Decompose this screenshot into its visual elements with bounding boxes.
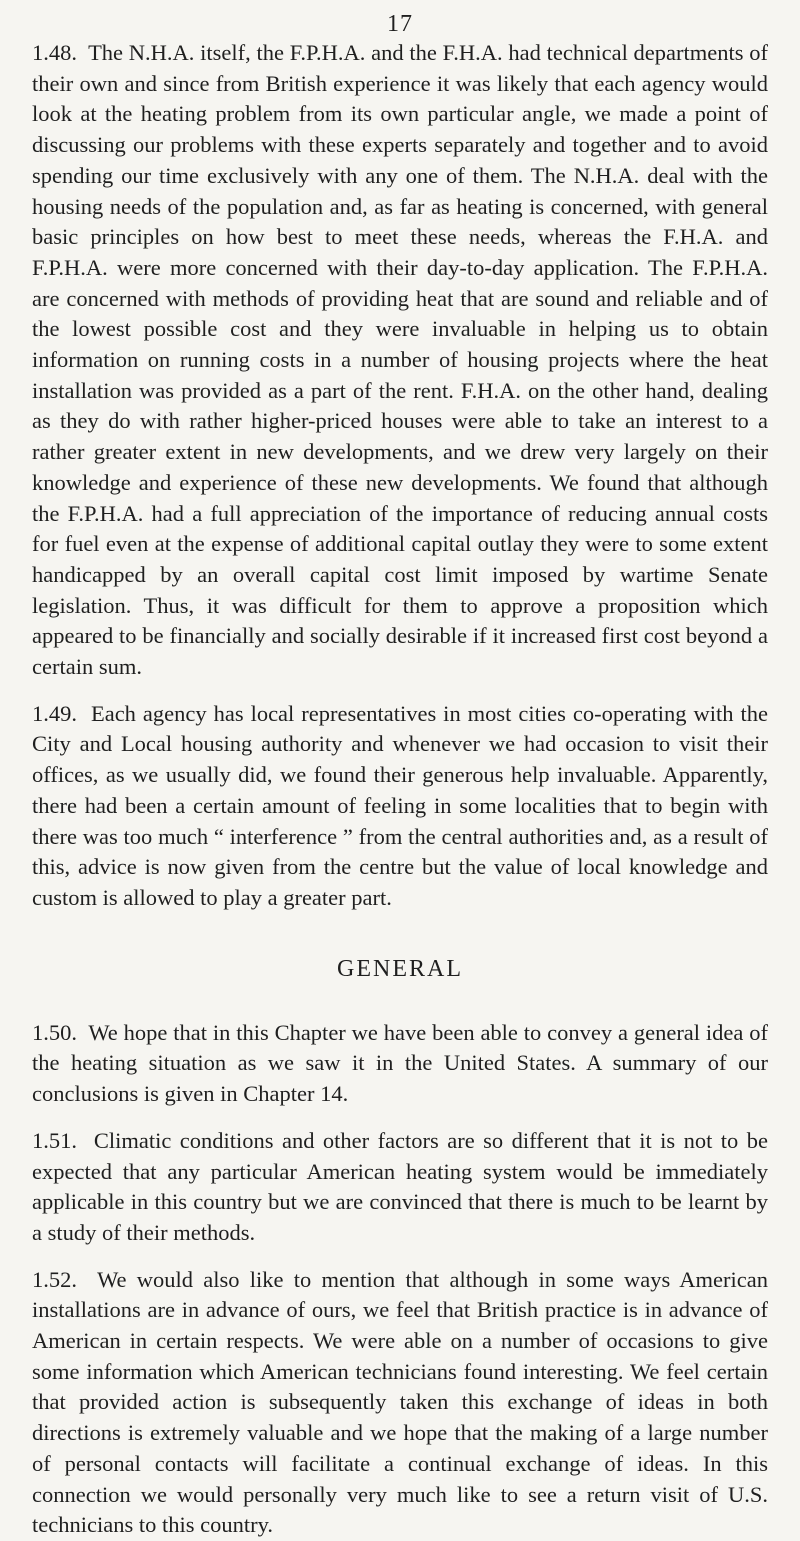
section-heading: GENERAL [337,955,463,982]
paragraph-number: 1.52. [32,1266,77,1292]
paragraph-text: We hope that in this Chapter we have been able to convey a general idea of the heating situation as we saw it in the United States. A summary of our conclusions is given in Chapter 14. [32,1019,768,1107]
page-number: 17 [387,11,413,37]
paragraph-1-50 [32,1018,768,1110]
paragraph-1-52 [32,1265,768,1541]
paragraph-number: 1.50. [32,1019,77,1045]
paragraph-number: 1.49. [32,700,77,726]
paragraph-1-49 [32,699,768,914]
paragraph-1-51 [32,1126,768,1249]
paragraph-1-48 [32,38,768,683]
paragraph-number: 1.51. [32,1127,77,1153]
paragraph-text: Each agency has local representatives in most cities co-operating with the City and Local housing authority and whenever we had occasion to visit their offices, as we usually did, we found their generous help invaluable. Apparently, there had been a certain amount of feeling in some localities that to begin with there was too much “ interference ” from the central authorities and, as a result of this, advice is now given from the centre but the value of local knowledge and custom is allowed to play a greater part. [32,700,769,910]
paragraph-number: 1.48. [32,40,77,65]
paragraph-text: We would also like to mention that although in some ways American installations are in advance of ours, we feel that British practice is in advance of American in certain respects. We were able on a number of occasions to give some information which American technicians found interesting. We feel certain that provided action is subsequently taken this exchange of ideas in both directions is extremely valuable and we hope that the making of a large number of personal contacts will facilitate a continual exchange of ideas. In this connection we would personally very much like to see a return visit of U.S. technicians to this country. [32,1266,768,1538]
paragraph-text: The N.H.A. itself, the F.P.H.A. and the F.H.A. had technical departments of their own and since from British experience it was likely that each agency would look at the heating problem from its own particular angle, we made a point of discussing our problems with these experts separately and together and to avoid spending our time exclusively with any one of them. The N.H.A. deal with the housing needs of the population and, as far as heating is concerned, with general basic principles on how best to meet these needs, whereas the F.H.A. and F.P.H.A. were more concerned with their day-to-day application. The F.P.H.A. are concerned with methods of providing heat that are sound and reliable and of the lowest possible cost and they were invaluable in helping us to obtain information on running costs in a number of housing projects where the heat installation was provided as a part of the rent. F.H.A. on the other hand, dealing as they do with rather higher-priced houses were able to take an interest to a rather greater extent in new developments, and we drew very largely on their knowledge and experience of these new developments. We found that although the F.P.H.A. had a full appreciation of the importance of reducing annual costs for fuel even at the expense of additional capital outlay they were to some extent handicapped by an overall capital cost limit imposed by wartime Senate legislation. Thus, it was difficult for them to approve a proposition which appeared to be financially and socially desirable if it increased first cost beyond a certain sum. [32,40,768,680]
document-page [32,10,768,1541]
paragraph-text: Climatic conditions and other factors are so different that it is not to be expected that any particular American heating system would be immediately applicable in this country but we are convinced that there is much to be learnt by a study of their methods. [32,1127,768,1245]
